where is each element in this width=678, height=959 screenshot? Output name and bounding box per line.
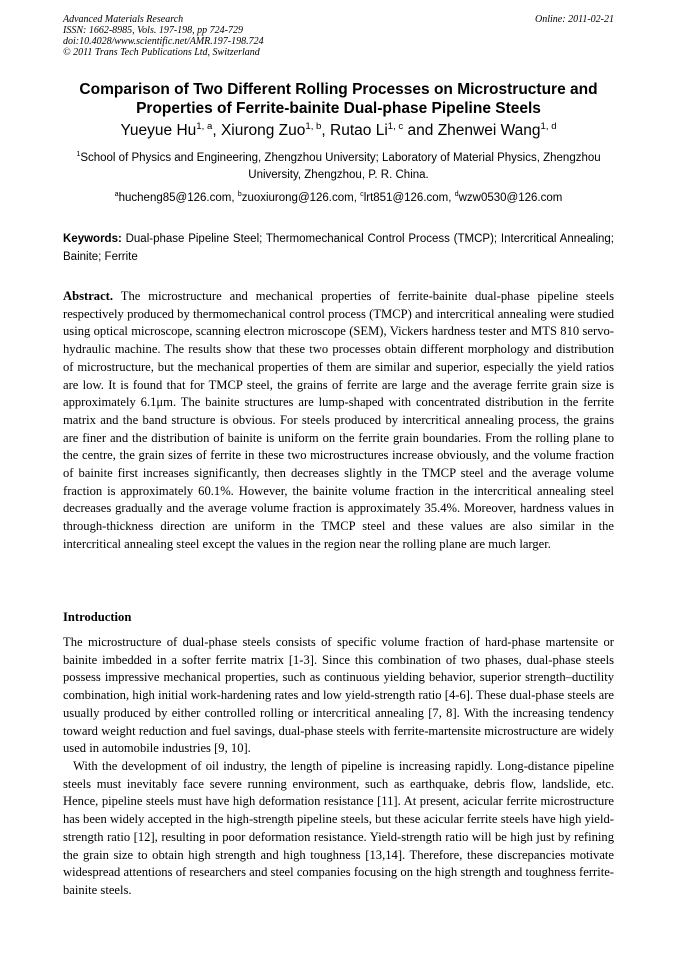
keywords-section (63, 231, 614, 266)
affiliation (63, 150, 614, 184)
email-address[interactable]: zuoxiurong@126.com (241, 192, 354, 204)
email-list (63, 190, 614, 207)
introduction-paragraph: With the development of oil industry, the length of pipeline is increasing rapidly. Long-distance pipeline steels must inevitably face severe running environment, such as earthquake, debris flow, landslide, etc. Hence, pipeline steels must have high deformation resistance [11]. At present, acicular ferrite microstructure has been widely accepted in the high-strength pipeline steels, but these acicular ferrite steels have high yield-strength ratio [12], resulting in poor deformation resistance. Yield-strength ratio will be high just by refining the grain size to obtain high strength and high toughness [13,14]. Therefore, these discrepancies motivate widespread attentions of researchers and steel companies focusing on the high strength and toughness ferrite-bainite steels. (63, 759, 614, 897)
email-mark: c (360, 190, 364, 199)
author-affiliation-mark: 1, c (387, 120, 404, 132)
abstract-section (63, 288, 614, 554)
affiliation-mark: 1 (76, 150, 81, 159)
copyright-line: © 2011 Trans Tech Publications Ltd, Switzerland (63, 47, 260, 58)
email-separator: , (231, 192, 238, 204)
journal-name: Advanced Materials Research (63, 14, 184, 25)
author-separator: , (321, 122, 331, 139)
author-affiliation-mark: 1, a (196, 120, 213, 132)
author-separator: and (403, 122, 438, 139)
author-name: Yueyue Hu (120, 122, 197, 139)
abstract-label: Abstract. (63, 289, 114, 303)
author-affiliation-mark: 1, d (540, 120, 557, 132)
email-address[interactable]: wzw0530@126.com (458, 192, 563, 204)
author-name: Zhenwei Wang (437, 122, 541, 139)
doi-line: doi:10.4028/www.scientific.net/AMR.197-198.724 (63, 36, 264, 47)
online-date: Online: 2011-02-21 (535, 14, 614, 25)
paper-title: Comparison of Two Different Rolling Processes on Microstructure and Properties of Ferrite-bainite Dual-phase Pipeline Steels (79, 81, 598, 117)
author-name: Rutao Li (330, 122, 388, 139)
email-address[interactable]: lrt851@126.com (363, 192, 449, 204)
author-affiliation-mark: 1, b (305, 120, 322, 132)
publication-header (63, 14, 614, 58)
email-mark: b (237, 190, 242, 199)
email-mark: a (114, 190, 119, 199)
introduction-paragraph: The microstructure of dual-phase steels consists of specific volume fraction of hard-phase martensite or bainite imbedded in a softer ferrite matrix [1-3]. Since this combination of two phases, dual-phase steels possess impressive mechanical properties, such as continuous yielding behavior, superior strength–ductility combination, high initial work-hardening rates and low yield-strength ratio [4-6]. These dual-phase steels are usually produced by either controlled rolling or intercritical annealing [7, 8]. With the increasing tendency toward weight reduction and fuel savings, dual-phase steels with ferrite-martensite microstructure are widely used in automobile industries [9, 10]. (63, 635, 614, 756)
issn-line: ISSN: 1662-8985, Vols. 197-198, pp 724-729 (63, 25, 243, 36)
author-separator: , (212, 122, 221, 139)
affiliation-text: School of Physics and Engineering, Zhengzhou University; Laboratory of Material Physics, Zhengzhou University, Zhengzhou, P. R. China. (80, 152, 601, 181)
keywords-label: Keywords: (63, 233, 122, 245)
abstract-text: The microstructure and mechanical properties of ferrite-bainite dual-phase pipeline steels respectively produced by thermomechanical control process (TMCP) and intercritical annealing were studied using optical microscope, scanning electron microscope (SEM), Vickers hardness tester and MTS 810 servo-hydraulic machine. The results show that these two processes obtain different morphology and distribution of microstructure, but the mechanical properties of them are similar and superior, especially the yield ratios are low. It is found that for TMCP steel, the grains of ferrite are large and the average ferrite grain size is approximately 6.1μm. The bainite structures are lump-shaped with concentrated distribution in the ferrite matrix and the band structure is obvious. For steels produced by intercritical annealing process, the grains are finer and the distribution of bainite is uniform on the ferrite grain boundaries. From the rolling plane to the centre, the grain sizes of ferrite in these two microstructures increase obviously, and the volume fraction of bainite first increases significantly, then decreases slightly in the TMCP steel and the average volume fraction is approximately 60.1%. However, the bainite volume fraction in the intercritical annealing steel decreases gradually and the average volume fraction is approximately 35.4%. Moreover, hardness values in through-thickness direction are uniform in the TMCP steel and these values are also similar in the intercritical annealing steel except the values in the region near the rolling plane are much larger. (63, 289, 614, 551)
email-separator: , (353, 192, 361, 204)
email-address[interactable]: hucheng85@126.com (118, 192, 232, 204)
introduction-heading: Introduction (63, 610, 132, 624)
author-name: Xiurong Zuo (220, 122, 306, 139)
email-mark: d (454, 190, 459, 199)
author-list (63, 121, 614, 141)
email-separator: , (448, 192, 455, 204)
keywords-text: Dual-phase Pipeline Steel; Thermomechanical Control Process (TMCP); Intercritical Annealing; Bainite; Ferrite (63, 233, 614, 263)
